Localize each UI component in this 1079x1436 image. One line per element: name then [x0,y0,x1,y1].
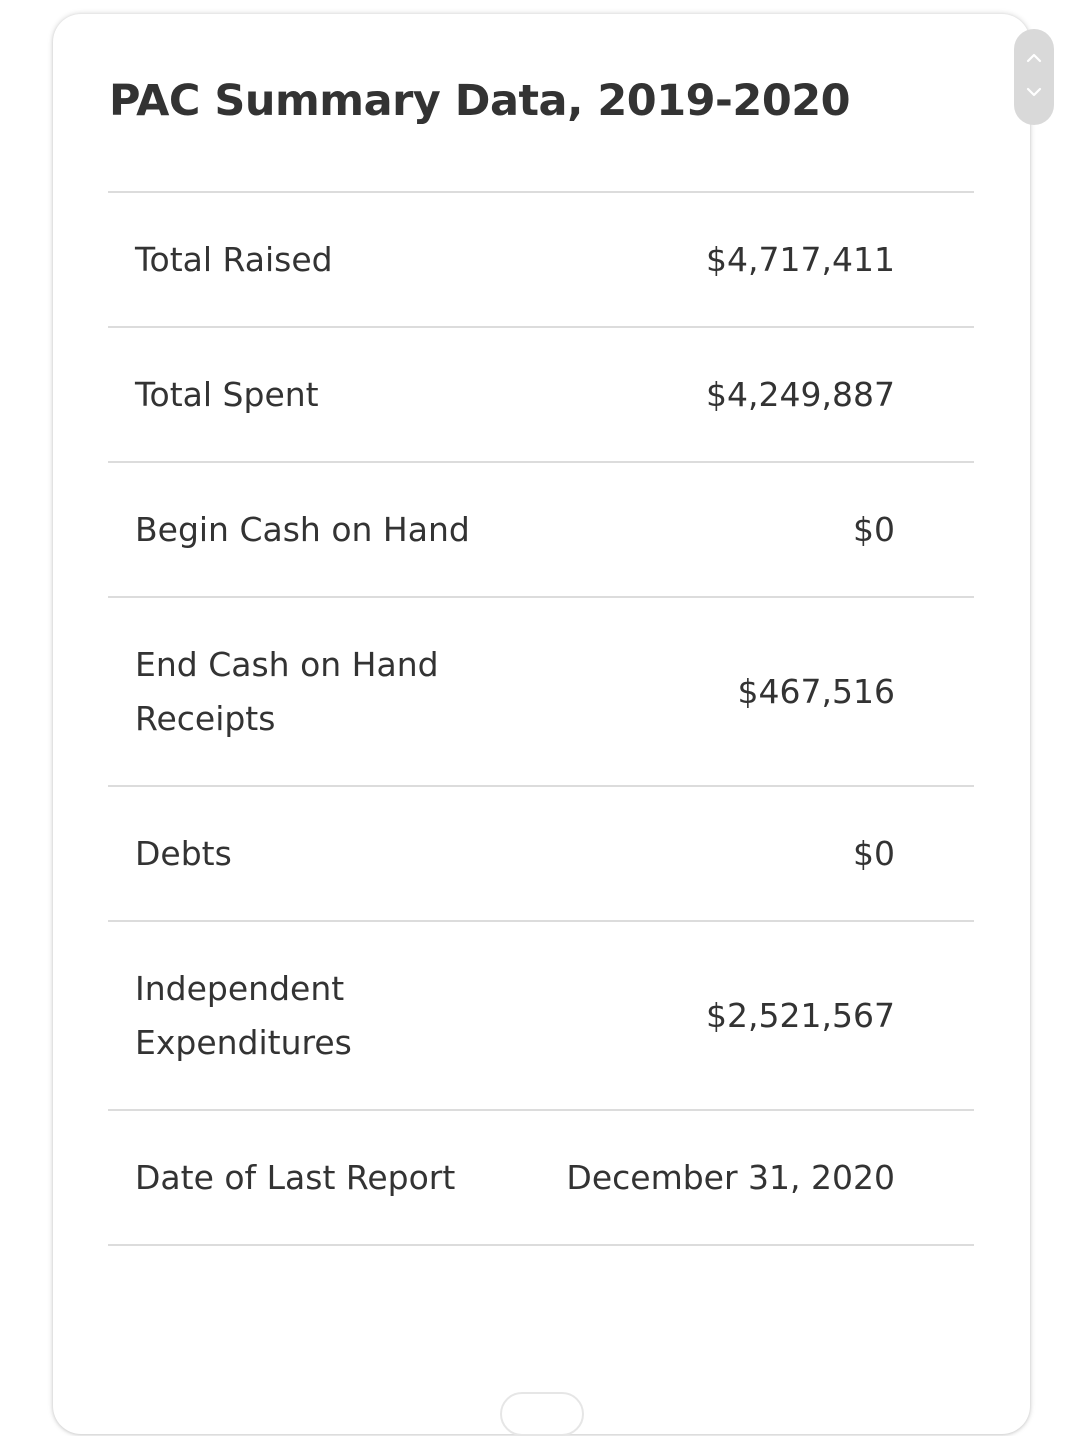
row-value-independent-expenditures: $2,521,567 [706,995,895,1035]
row-label-begin-cash: Begin Cash on Hand [135,509,470,549]
row-label-last-report: Date of Last Report [135,1157,456,1197]
row-value-total-spent: $4,249,887 [706,374,895,414]
row-label-end-cash: End Cash on Hand Receipts [135,644,439,738]
row-value-begin-cash: $0 [853,509,895,549]
row-value-last-report: December 31, 2020 [566,1157,895,1197]
row-label-total-spent: Total Spent [135,374,319,414]
pac-summary-card [53,14,1030,1434]
table-row [108,598,974,787]
row-value-total-raised: $4,717,411 [706,239,895,279]
table-row [108,922,974,1111]
chevron-up-icon[interactable] [1014,43,1054,73]
table-row [108,1111,974,1246]
chevron-down-icon[interactable] [1014,77,1054,107]
table-row [108,328,974,463]
row-label-debts: Debts [135,833,232,873]
row-label-total-raised: Total Raised [135,239,333,279]
table-row [108,787,974,922]
scrollbar[interactable] [1014,29,1054,125]
page-title: PAC Summary Data, 2019-2020 [109,76,851,126]
row-value-end-cash: $467,516 [737,671,895,711]
table-row [108,463,974,598]
row-label-independent-expenditures: Independent Expenditures [135,968,352,1062]
table-row [108,193,974,328]
summary-table [108,191,974,1246]
bottom-handle[interactable] [500,1392,584,1436]
row-value-debts: $0 [853,833,895,873]
